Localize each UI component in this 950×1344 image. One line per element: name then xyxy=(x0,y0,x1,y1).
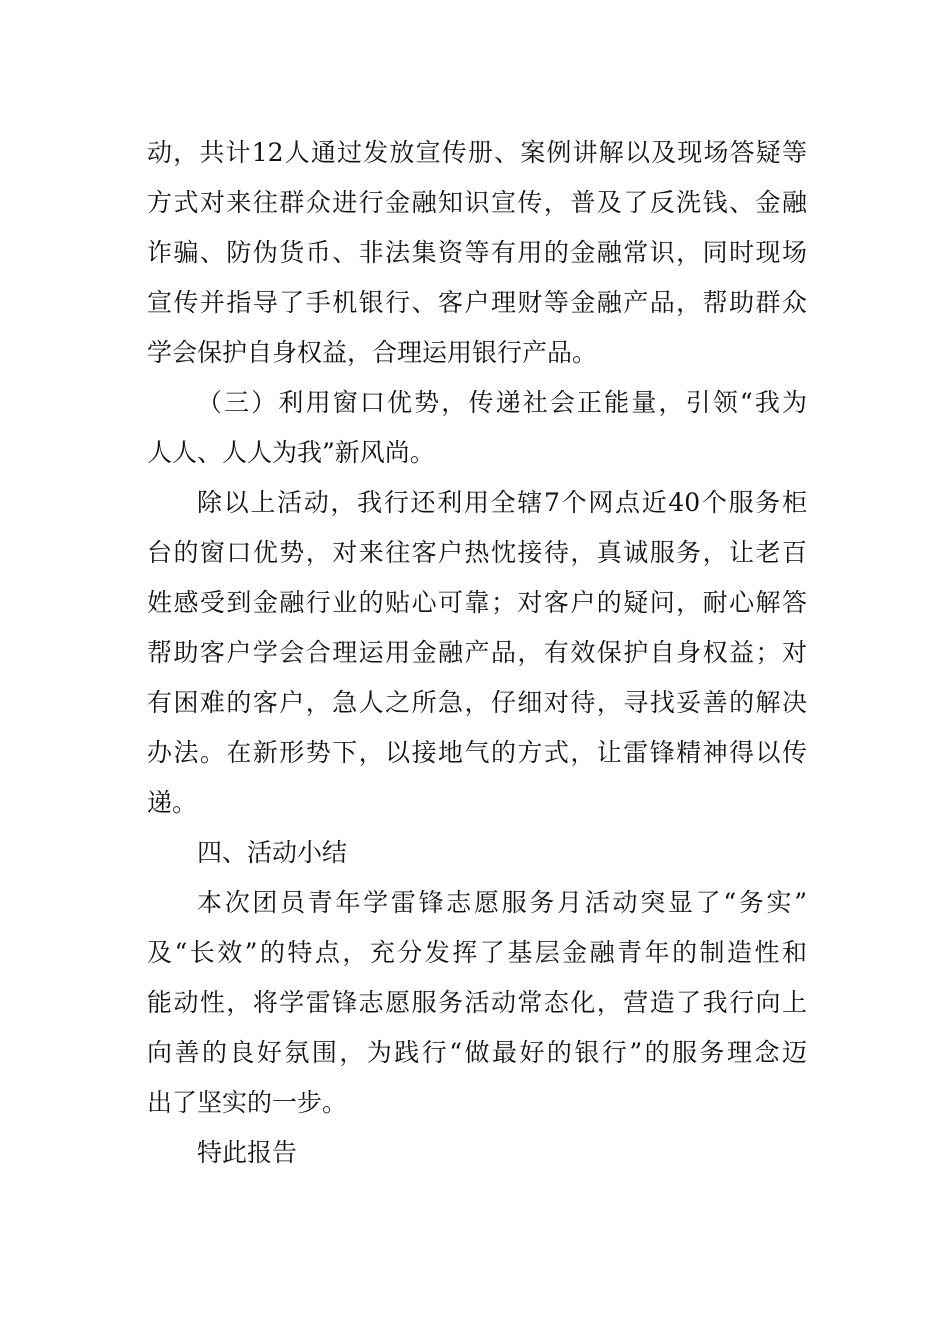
text-line: 方式对来往群众进行金融知识宣传，普及了反洗钱、金融 xyxy=(147,188,807,217)
text-line: 能动性，将学雷锋志愿服务活动常态化，营造了我行向上 xyxy=(147,988,807,1017)
section-heading: （三）利用窗口优势，传递社会正能量，引领“我为 xyxy=(197,388,807,417)
text-line: 姓感受到金融行业的贴心可靠；对客户的疑问，耐心解答 xyxy=(147,588,807,617)
closing-line: 特此报告 xyxy=(197,1138,298,1167)
text-line: 动，共计12人通过发放宣传册、案例讲解以及现场答疑等 xyxy=(147,138,807,167)
text-line: 办法。在新形势下，以接地气的方式，让雷锋精神得以传 xyxy=(147,738,807,767)
section-heading: 四、活动小结 xyxy=(197,838,348,867)
text-line: 诈骗、防伪货币、非法集资等有用的金融常识，同时现场 xyxy=(147,238,807,267)
text-line: 本次团员青年学雷锋志愿服务月活动突显了“务实” xyxy=(197,888,807,917)
text-line: 出了坚实的一步。 xyxy=(147,1088,348,1117)
text-line: 台的窗口优势，对来往客户热忱接待，真诚服务，让老百 xyxy=(147,538,807,567)
text-line: 除以上活动，我行还利用全辖7个网点近40个服务柜 xyxy=(197,488,807,517)
text-line: 有困难的客户，急人之所急，仔细对待，寻找妥善的解决 xyxy=(147,688,807,717)
text-line: 学会保护自身权益，合理运用银行产品。 xyxy=(147,338,598,367)
text-line: 宣传并指导了手机银行、客户理财等金融产品，帮助群众 xyxy=(147,288,807,317)
text-line: 向善的良好氛围，为践行“做最好的银行”的服务理念迈 xyxy=(147,1038,807,1067)
text-line: 帮助客户学会合理运用金融产品，有效保护自身权益；对 xyxy=(147,638,807,667)
text-line: 及“长效”的特点，充分发挥了基层金融青年的制造性和 xyxy=(147,938,807,967)
section-heading-continued: 人人、人人为我”新风尚。 xyxy=(147,438,435,467)
text-line: 递。 xyxy=(147,788,198,817)
